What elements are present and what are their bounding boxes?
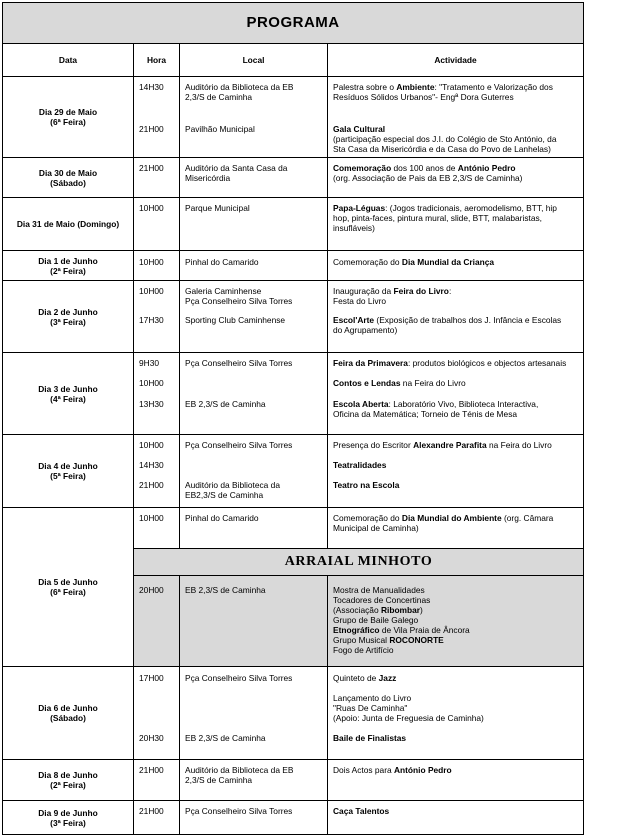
day-date-line: Dia 8 de Junho	[38, 770, 98, 780]
text-run: Municipal de Caminha)	[333, 523, 419, 533]
event-activity	[333, 625, 580, 635]
event-hour: 21H00	[139, 806, 164, 816]
text-run: : produtos biológicos e objectos artesanais	[407, 358, 567, 368]
programme-title: PROGRAMA	[3, 3, 584, 44]
day-row	[3, 158, 584, 198]
day-row	[3, 508, 584, 549]
text-run: Comemoração do	[333, 257, 402, 267]
event-activity	[333, 213, 580, 223]
text-run: de Vila Praia de Âncora	[379, 625, 470, 635]
day-activity-cell	[328, 435, 584, 508]
event-activity	[333, 615, 580, 625]
text-run: : "Tratamento e Valorização dos	[434, 82, 553, 92]
day-hour-cell	[134, 77, 180, 158]
text-run: na Feira do Livro	[486, 440, 552, 450]
text-run: Inauguração da	[333, 286, 394, 296]
bold-text: Escola Aberta	[333, 399, 389, 409]
text-run: (Exposição de trabalhos dos J. Infância e Escolas	[374, 315, 562, 325]
day-place-cell	[180, 251, 328, 281]
event-activity	[333, 315, 580, 325]
event-activity	[333, 635, 580, 645]
day-hour-cell	[134, 508, 180, 549]
event-activity	[333, 693, 580, 703]
event-activity	[333, 173, 580, 183]
event-hour: 21H00	[139, 480, 164, 490]
event-activity	[333, 296, 580, 306]
text-run: (participação especial dos J.I. do Colégio de Sto António, da	[333, 134, 557, 144]
day-place-cell	[180, 435, 328, 508]
bold-text: Ambiente	[396, 82, 435, 92]
day-place-cell	[180, 158, 328, 198]
day-place-cell	[180, 667, 328, 760]
event-place: Pavilhão Municipal	[185, 124, 255, 134]
day-date	[3, 77, 134, 158]
event-activity	[333, 223, 580, 233]
event-hour: 10H00	[139, 513, 164, 523]
event-activity	[333, 378, 580, 388]
day-date-line: Dia 1 de Junho	[38, 255, 98, 266]
event-place: Pça Conselheiro Silva Torres	[185, 440, 293, 450]
text-run: Comemoração do	[333, 513, 402, 523]
day-activity-cell	[328, 251, 584, 281]
text-run: : (Jogos tradicionais, aeromodelismo, BTT, hip	[385, 203, 557, 213]
day-row	[3, 281, 584, 353]
day-hour-cell	[134, 198, 180, 251]
event-place: Pinhal do Camarido	[185, 257, 259, 267]
event-hour: 17H00	[139, 673, 164, 683]
bold-text: Papa-Léguas	[333, 203, 386, 213]
event-hour: 21H00	[139, 163, 164, 173]
event-place: Parque Municipal	[185, 203, 250, 213]
day-place-cell	[180, 353, 328, 435]
day-date-line: Dia 30 de Maio	[38, 167, 98, 178]
header-activity: Actividade	[328, 44, 584, 77]
bold-text: Dia Mundial do Ambiente	[401, 513, 502, 523]
event-place: EB2,3/S de Caminha	[185, 490, 264, 500]
event-place: EB 2,3/S de Caminha	[185, 399, 266, 409]
day-date-line: Dia 29 de Maio	[38, 107, 98, 117]
text-run: Mostra de Manualidades	[333, 585, 425, 595]
day-date-line: Dia 9 de Junho	[38, 807, 98, 818]
day-date-line: (6ª Feira)	[50, 117, 86, 127]
bold-text: Caça Talentos	[333, 806, 390, 816]
event-hour: 21H00	[139, 124, 164, 134]
text-run: (org. Câmara	[501, 513, 554, 523]
header-date: Data	[3, 44, 134, 77]
day-activity-cell	[328, 198, 584, 251]
day-hour-cell	[134, 667, 180, 760]
event-hour: 10H00	[139, 257, 164, 267]
event-place: EB 2,3/S de Caminha	[185, 733, 266, 743]
bold-text: Etnográfico	[333, 625, 380, 635]
event-activity	[333, 765, 580, 775]
text-run: insufláveis)	[333, 223, 375, 233]
text-run: Grupo Musical	[333, 635, 390, 645]
bold-text: Baile de Finalistas	[333, 733, 407, 743]
text-run: Presença do Escritor	[333, 440, 414, 450]
day-place-cell	[180, 508, 328, 549]
text-run: Resíduos Sólidos Urbanos"- Engª Dora Guterres	[333, 92, 514, 102]
day-activity-cell	[328, 77, 584, 158]
text-run: Quinteto de	[333, 673, 379, 683]
event-activity	[333, 585, 580, 595]
event-place: Auditório da Biblioteca da EB	[185, 765, 294, 775]
day-hour-cell	[134, 353, 180, 435]
text-run: :	[448, 286, 452, 296]
bold-text: António Pedro	[393, 765, 452, 775]
event-place: Pça Conselheiro Silva Torres	[185, 673, 293, 683]
event-hour: 10H00	[139, 378, 164, 388]
text-run: hop, pinta-faces, pintura mural, slide, BTT, malabaristas,	[333, 213, 543, 223]
event-activity	[333, 286, 580, 296]
day-date-line: Dia 5 de Junho	[38, 577, 98, 587]
day-date	[3, 353, 134, 435]
bold-text: Feira do Livro	[393, 286, 449, 296]
event-activity	[333, 440, 580, 450]
bold-text: ROCONORTE	[389, 635, 444, 645]
day-date-line: (2ª Feira)	[50, 780, 86, 790]
bold-text: Teatro na Escola	[333, 480, 400, 490]
event-place: Pça Conselheiro Silva Torres	[185, 806, 293, 816]
bold-text: Jazz	[378, 673, 397, 683]
text-run: Dois Actos para	[333, 765, 394, 775]
day-activity-cell	[328, 760, 584, 801]
text-run: dos 100 anos de	[391, 163, 458, 173]
text-run: Lançamento do Livro	[333, 693, 412, 703]
event-activity	[333, 409, 580, 419]
header-hour: Hora	[134, 44, 180, 77]
event-hour: 17H30	[139, 315, 164, 325]
day-activity-cell	[328, 158, 584, 198]
arraial-hour-cell	[134, 576, 180, 667]
text-run: Grupo de Baile Galego	[333, 615, 419, 625]
day-date-line: (6ª Feira)	[50, 587, 86, 597]
event-place: Auditório da Santa Casa da	[185, 163, 288, 173]
event-activity	[333, 703, 580, 713]
day-row	[3, 760, 584, 801]
event-place: Auditório da Biblioteca da EB	[185, 82, 294, 92]
day-hour-cell	[134, 251, 180, 281]
day-date	[3, 760, 134, 801]
day-date-line: (Sábado)	[50, 713, 86, 723]
bold-text: Feira da Primavera	[333, 358, 408, 368]
text-run: Palestra sobre o	[333, 82, 397, 92]
event-hour: 10H00	[139, 203, 164, 213]
event-place: Galeria Caminhense	[185, 286, 262, 296]
event-activity	[333, 399, 580, 409]
event-place: EB 2,3/S de Caminha	[185, 585, 266, 595]
day-date	[3, 158, 134, 198]
day-date-line: (3ª Feira)	[50, 316, 86, 327]
text-run: "Ruas De Caminha"	[333, 703, 408, 713]
day-place-cell	[180, 77, 328, 158]
text-run: Tocadores de Concertinas	[333, 595, 431, 605]
text-run: (Associação	[333, 605, 381, 615]
event-place: 2,3/S de Caminha	[185, 775, 253, 785]
event-activity	[333, 134, 580, 144]
day-activity-cell	[328, 353, 584, 435]
day-date-line: (2ª Feira)	[50, 265, 86, 276]
event-hour: 14H30	[139, 82, 164, 92]
event-hour: 10H00	[139, 286, 164, 296]
event-place: 2,3/S de Caminha	[185, 92, 253, 102]
day-date-line: Dia 3 de Junho	[38, 383, 98, 394]
bold-text: Alexandre Parafita	[413, 440, 487, 450]
text-run: : Laboratório Vivo, Biblioteca Interactiva,	[388, 399, 539, 409]
day-hour-cell	[134, 801, 180, 835]
day-date-line: Dia 6 de Junho	[38, 703, 98, 713]
event-activity	[333, 733, 580, 743]
event-hour: 10H00	[139, 440, 164, 450]
event-place: Misericórdia	[185, 173, 231, 183]
event-activity	[333, 523, 580, 533]
text-run: (Apoio: Junta de Freguesia de Caminha)	[333, 713, 484, 723]
arraial-title: ARRAIAL MINHOTO	[134, 549, 584, 576]
day-hour-cell	[134, 281, 180, 353]
event-activity	[333, 713, 580, 723]
day-date-line: (4ª Feira)	[50, 393, 86, 404]
event-activity	[333, 806, 580, 816]
day-date-line: Dia 4 de Junho	[38, 461, 98, 471]
event-place: Sporting Club Caminhense	[185, 315, 286, 325]
event-activity	[333, 673, 580, 683]
day-row	[3, 801, 584, 835]
day-date	[3, 801, 134, 835]
bold-text: Escol'Arte	[333, 315, 375, 325]
day-place-cell	[180, 760, 328, 801]
day-date	[3, 508, 134, 667]
text-run: Sta Casa da Misericórdia e da Casa do Povo de Lanhelas)	[333, 144, 551, 154]
arraial-place-cell	[180, 576, 328, 667]
event-hour: 20H30	[139, 733, 164, 743]
day-date	[3, 667, 134, 760]
day-date-line: (5ª Feira)	[50, 471, 86, 481]
bold-text: António Pedro	[457, 163, 516, 173]
event-hour: 20H00	[139, 585, 164, 595]
text-run: (org. Associação de Pais da EB 2,3/S de Caminha)	[333, 173, 523, 183]
bold-text: Comemoração	[333, 163, 392, 173]
programme-table	[2, 2, 584, 835]
event-activity	[333, 358, 580, 368]
event-hour: 9H30	[139, 358, 160, 368]
day-date-line: Dia 31 de Maio (Domingo)	[16, 219, 120, 229]
day-activity-cell	[328, 667, 584, 760]
bold-text: Gala Cultural	[333, 124, 386, 134]
event-activity	[333, 92, 580, 102]
bold-text: Ribombar	[380, 605, 421, 615]
header-place: Local	[180, 44, 328, 77]
text-run: na Feira do Livro	[400, 378, 466, 388]
text-run: Fogo de Artifício	[333, 645, 394, 655]
event-activity	[333, 645, 580, 655]
day-row	[3, 353, 584, 435]
event-activity	[333, 124, 580, 134]
text-run: Festa do Livro	[333, 296, 387, 306]
day-hour-cell	[134, 158, 180, 198]
event-activity	[333, 595, 580, 605]
event-activity	[333, 605, 580, 615]
day-activity-cell	[328, 801, 584, 835]
event-activity	[333, 144, 580, 154]
text-run: )	[420, 605, 423, 615]
day-place-cell	[180, 198, 328, 251]
day-place-cell	[180, 801, 328, 835]
event-hour: 13H30	[139, 399, 164, 409]
day-row	[3, 667, 584, 760]
bold-text: Contos e Lendas	[333, 378, 401, 388]
day-hour-cell	[134, 760, 180, 801]
day-activity-cell	[328, 281, 584, 353]
event-activity	[333, 480, 580, 490]
day-date-line: (Sábado)	[50, 177, 86, 188]
event-activity	[333, 163, 580, 173]
day-date	[3, 435, 134, 508]
text-run: do Agrupamento)	[333, 325, 398, 335]
bold-text: Teatralidades	[333, 460, 387, 470]
event-place: Pinhal do Camarido	[185, 513, 259, 523]
day-date	[3, 251, 134, 281]
day-place-cell	[180, 281, 328, 353]
event-activity	[333, 325, 580, 335]
day-hour-cell	[134, 435, 180, 508]
event-activity	[333, 82, 580, 92]
day-date-line: (3ª Feira)	[50, 817, 86, 828]
day-date	[3, 198, 134, 251]
event-hour: 21H00	[139, 765, 164, 775]
event-activity	[333, 460, 580, 470]
event-activity	[333, 513, 580, 523]
bold-text: Dia Mundial da Criança	[401, 257, 495, 267]
event-activity	[333, 203, 580, 213]
arraial-activity-cell	[328, 576, 584, 667]
day-activity-cell	[328, 508, 584, 549]
day-row	[3, 251, 584, 281]
day-row	[3, 198, 584, 251]
day-row	[3, 435, 584, 508]
day-row	[3, 77, 584, 158]
text-run: Oficina da Matemática; Torneio de Ténis de Mesa	[333, 409, 518, 419]
day-date-line: Dia 2 de Junho	[38, 306, 98, 317]
event-place: Pça Conselheiro Silva Torres	[185, 358, 293, 368]
day-date	[3, 281, 134, 353]
event-place: Auditório da Biblioteca da	[185, 480, 280, 490]
event-place: Pça Conselheiro Silva Torres	[185, 296, 293, 306]
event-hour: 14H30	[139, 460, 164, 470]
event-activity	[333, 257, 580, 267]
